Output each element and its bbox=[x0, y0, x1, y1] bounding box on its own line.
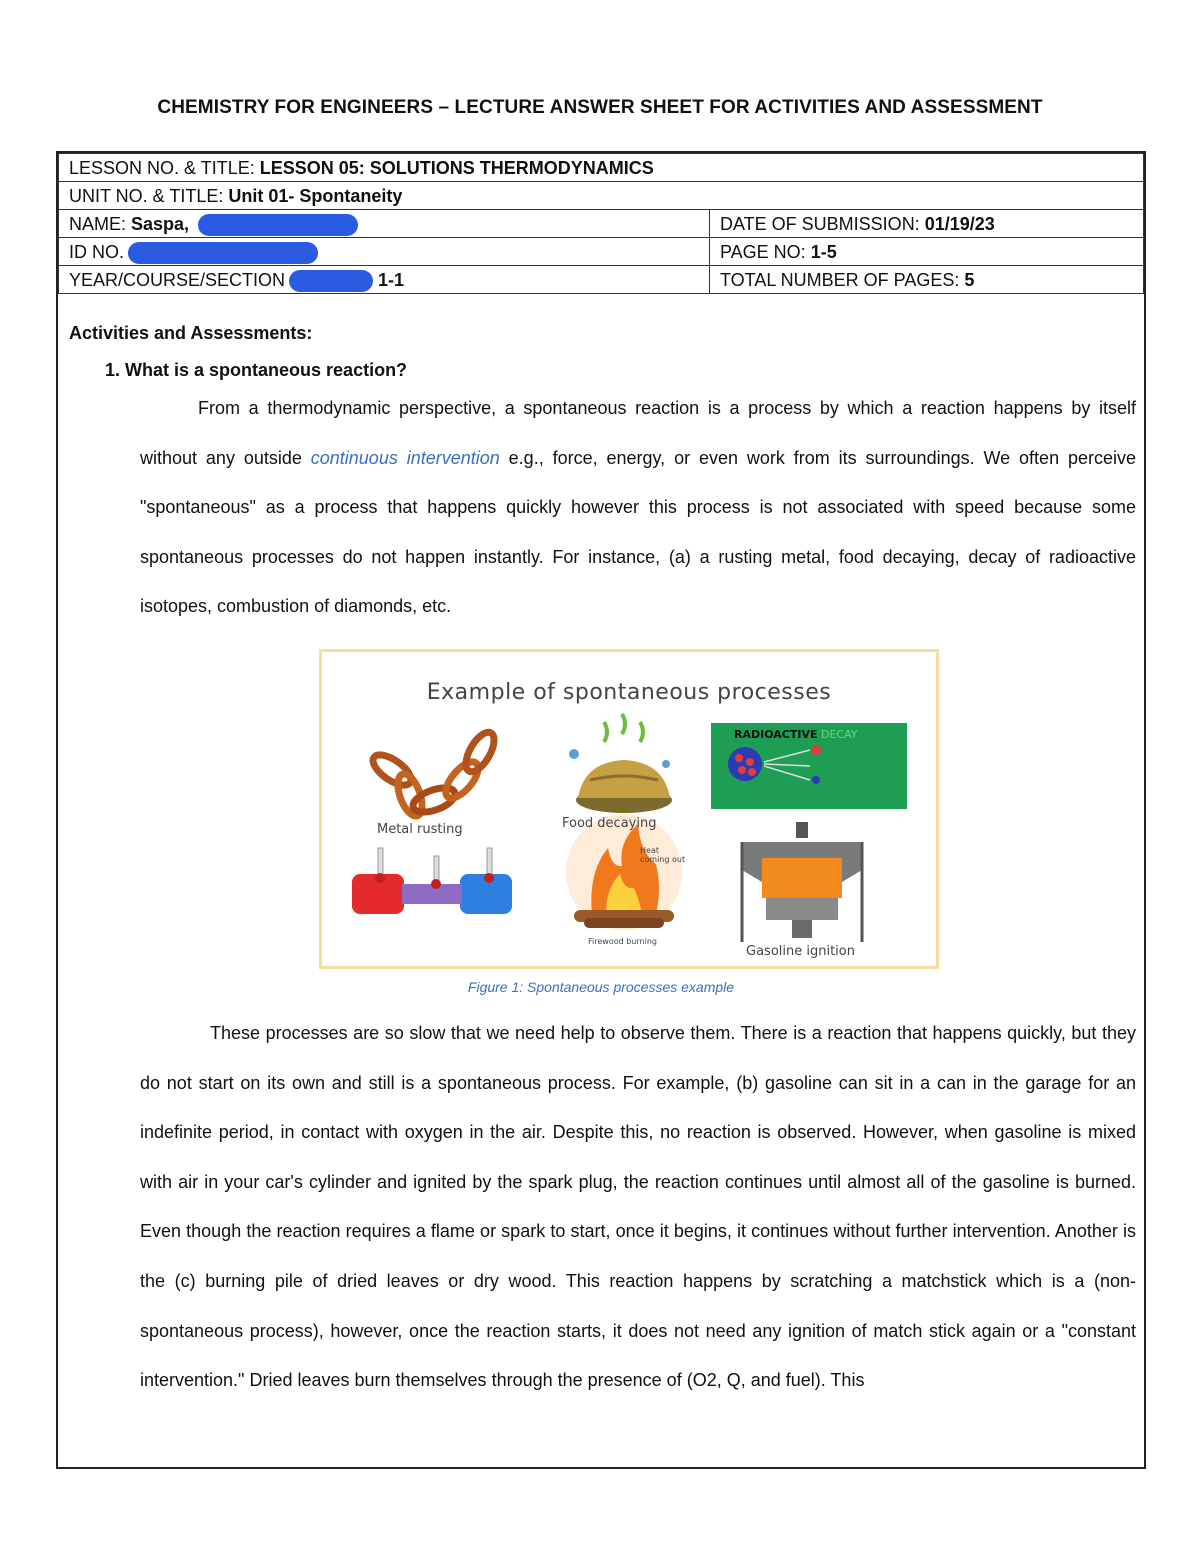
total-pages-cell bbox=[710, 266, 1144, 294]
year-cell bbox=[59, 266, 710, 294]
food-decaying-label: Food decaying bbox=[562, 816, 657, 831]
date-cell bbox=[710, 210, 1144, 238]
year-row bbox=[59, 266, 1144, 294]
id-redaction bbox=[128, 242, 318, 264]
answer-paragraph-2 bbox=[140, 1009, 1136, 1406]
gasoline-ignition-label: Gasoline ignition bbox=[746, 944, 855, 959]
engine-piston-icon bbox=[742, 822, 862, 942]
figure-caption: Figure 1: Spontaneous processes example bbox=[467, 979, 735, 995]
total-pages-label: TOTAL NUMBER OF PAGES: bbox=[720, 269, 965, 290]
page-label: PAGE NO: bbox=[720, 241, 811, 262]
id-cell bbox=[59, 238, 710, 266]
name-label: NAME: bbox=[69, 213, 132, 234]
rusty-chain-icon bbox=[368, 728, 499, 819]
radioactive-label-b: DECAY bbox=[817, 728, 858, 741]
year-redaction bbox=[289, 270, 373, 292]
campfire-icon bbox=[566, 814, 682, 930]
date-value: 01/19/23 bbox=[924, 213, 995, 234]
answer-paragraph-1 bbox=[140, 384, 1136, 632]
figure-illustrations bbox=[322, 652, 936, 966]
metal-rusting-label: Metal rusting bbox=[377, 822, 463, 837]
section-heading: Activities and Assessments: bbox=[69, 323, 313, 343]
document-title: CHEMISTRY FOR ENGINEERS – LECTURE ANSWER SHEET FOR ACTIVITIES AND ASSESSMENT bbox=[157, 97, 1043, 118]
decaying-food-icon bbox=[569, 714, 672, 813]
paragraph-1-text-b: e.g., force, energy, or even work from its surroundings. We often perceive "spontaneous" as a process that happens quickly however this process is not associated with speed because some spontaneous processes do not happen instantly. For instance, (a) a rusting metal, food decaying, decay of radioactive isotopes, combustion of diamonds, etc. bbox=[140, 447, 1137, 617]
spontaneous-processes-figure bbox=[319, 649, 939, 969]
lesson-cell bbox=[59, 154, 1144, 182]
year-value: 1-1 bbox=[373, 269, 405, 290]
name-cell bbox=[59, 210, 710, 238]
question-1: 1. What is a spontaneous reaction? bbox=[105, 360, 408, 380]
heat-coming-out-label: Heat coming out bbox=[640, 846, 686, 864]
date-label: DATE OF SUBMISSION: bbox=[720, 213, 925, 234]
lesson-row bbox=[59, 154, 1144, 182]
unit-cell bbox=[59, 182, 1144, 210]
name-row bbox=[59, 210, 1144, 238]
radioactive-decay-label bbox=[734, 728, 857, 741]
lesson-label: LESSON NO. & TITLE: bbox=[69, 157, 260, 178]
unit-row bbox=[59, 182, 1144, 210]
unit-label: UNIT NO. & TITLE: bbox=[69, 185, 229, 206]
name-redaction bbox=[198, 214, 358, 236]
page-value: 1-5 bbox=[810, 241, 837, 262]
answer-sheet-frame bbox=[56, 151, 1146, 1469]
continuous-intervention-link[interactable]: continuous intervention bbox=[310, 447, 500, 468]
year-label: YEAR/COURSE/SECTION bbox=[69, 269, 286, 290]
id-label: ID NO. bbox=[69, 241, 125, 262]
id-row bbox=[59, 238, 1144, 266]
firewood-burning-label: Firewood burning bbox=[588, 937, 657, 946]
lesson-value: LESSON 05: SOLUTIONS THERMODYNAMICS bbox=[259, 157, 654, 178]
total-pages-value: 5 bbox=[964, 269, 975, 290]
radioactive-label-a: RADIOACTIVE bbox=[734, 728, 818, 741]
unit-value: Unit 01- Spontaneity bbox=[228, 185, 403, 206]
student-info-table bbox=[58, 153, 1144, 294]
page-cell bbox=[710, 238, 1144, 266]
heat-transfer-tanks-icon bbox=[352, 848, 512, 914]
paragraph-1-text-a: From a thermodynamic perspective, a spontaneous reaction is a process by which a reaction happens by itself without any outside bbox=[140, 398, 1136, 468]
paragraph-2-text: These processes are so slow that we need help to observe them. There is a reaction that happens quickly, but they do not start on its own and still is a spontaneous process. For example, (b) gasoline can sit in a can in the garage for an indefinite period, in contact with oxygen in the air. Despite this, no reaction is observed. However, when gasoline is mixed with air in your car's cylinder and ignited by the spark plug, the reaction continues until almost all of the gasoline is burned. Even though the reaction requires a flame or spark to start, once it begins, it continues without further intervention. Another is the (c) burning pile of dried leaves or dry wood. This reaction happens by scratching a matchstick which is a (non-spontaneous process), however, once the reaction starts, it does not need any ignition of match stick again or a "constant intervention." Dried leaves burn themselves through the presence of (O2, Q, and fuel). This bbox=[140, 1023, 1136, 1391]
name-value: Saspa, bbox=[131, 213, 195, 234]
figure-title: Example of spontaneous processes bbox=[426, 680, 832, 705]
